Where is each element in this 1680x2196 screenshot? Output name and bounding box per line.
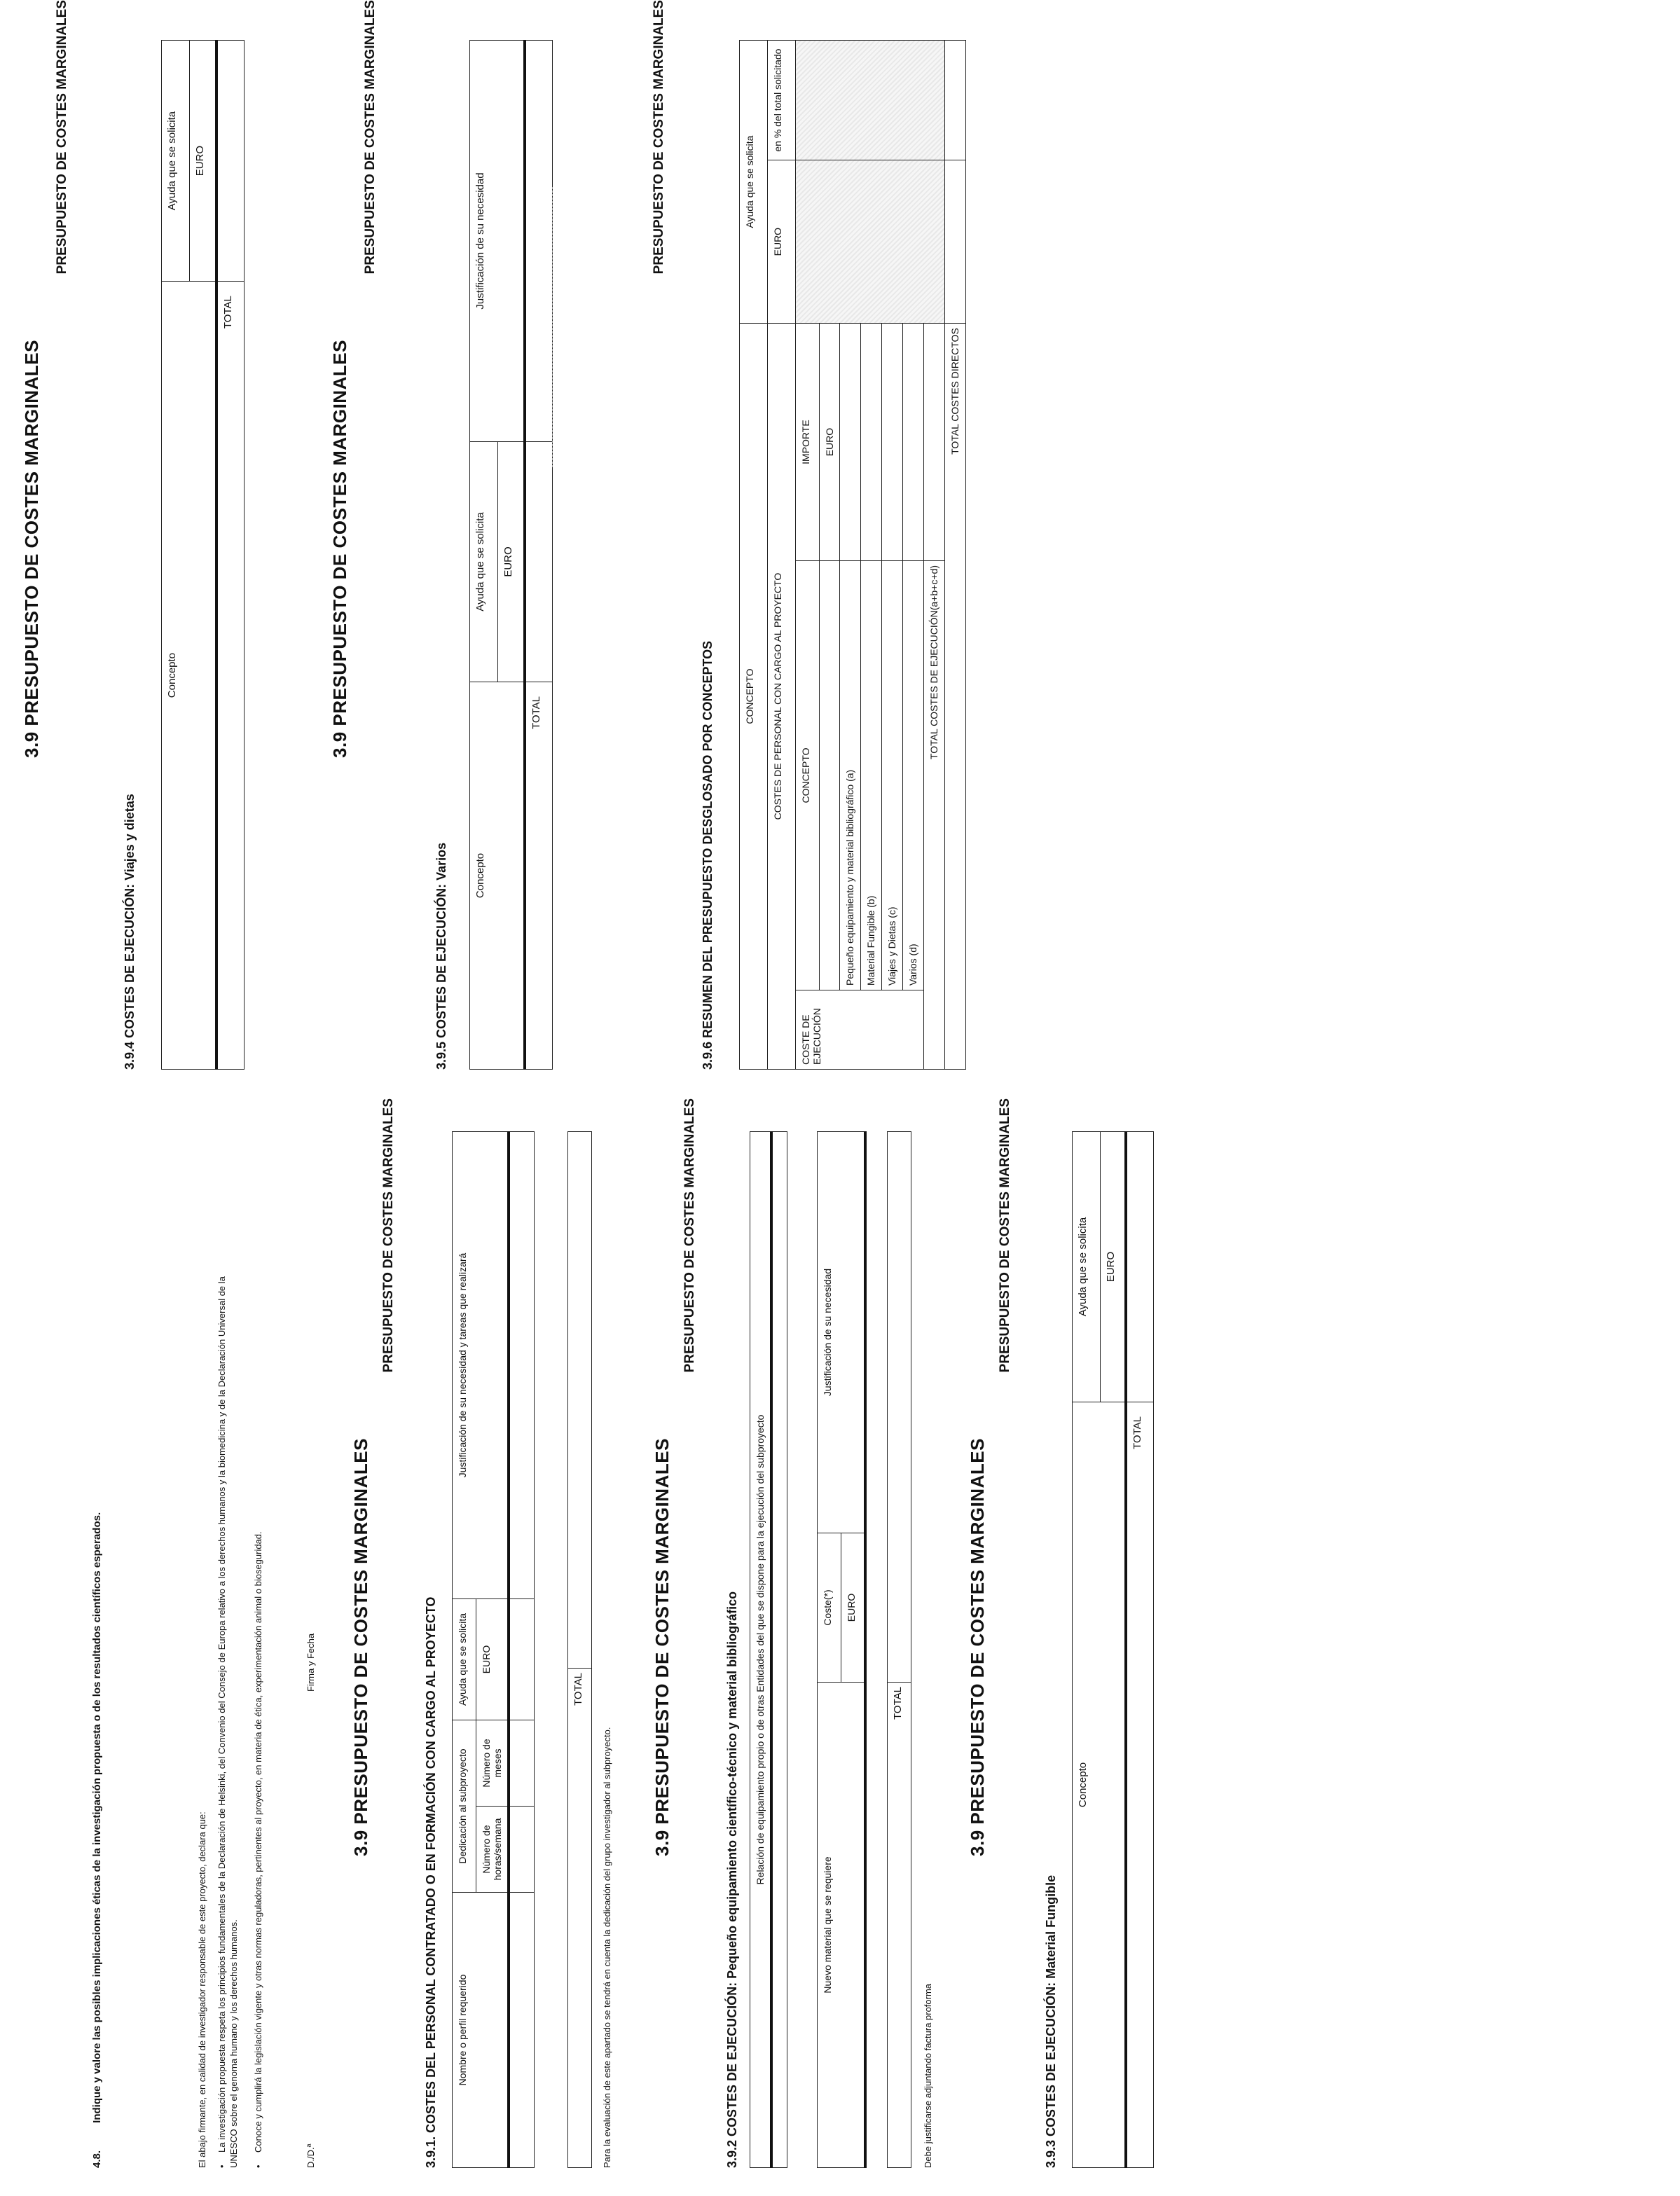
col-justificacion: Justificación de su necesidad y tareas que realizará <box>453 1132 509 1599</box>
declaration-bullet-1: •La investigación propuesta respeta los principios fundamentales de la Declaración de Helsinki, del Convenio del Consejo de Europa relativo a los derechos humanos y la biomedicina y de la Declaración Universal de la UNESCO sobre el genoma humano y los derechos humanos. <box>216 1276 239 2168</box>
page-subtitle: PRESUPUESTO DE COSTES MARGINALES <box>55 0 69 275</box>
sub-importe: IMPORTE <box>796 324 820 561</box>
col-meses: Número de meses <box>476 1720 509 1807</box>
section-heading-395: 3.9.5 COSTES DE EJECUCIÓN: Varios <box>434 842 448 1070</box>
block-subtitle: PRESUPUESTO DE COSTES MARGINALES <box>682 1098 697 1373</box>
table-varios <box>469 40 553 1070</box>
declaration-bullet-2: •Conoce y cumplirá la legislación vigente y otras normas reguladoras, pertinentes al proyecto, en materia de ética, experimentación animal o bioseguridad. <box>253 1531 263 2168</box>
table-relacion <box>750 1131 787 2168</box>
page-title: 3.9 PRESUPUESTO DE COSTES MARGINALES <box>21 340 42 758</box>
col-horas: Número de horas/semana <box>476 1807 509 1893</box>
section-heading-394: 3.9.4 COSTES DE EJECUCIÓN: Viajes y dietas <box>123 794 137 1070</box>
section-heading-391: 3.9.1. COSTES DEL PERSONAL CONTRATADO O EN FORMACIÓN CON CARGO AL PROYECTO <box>424 1596 438 2168</box>
total-label: TOTAL <box>1126 1402 1154 2168</box>
col-coste: Coste(*) <box>818 1533 841 1683</box>
col-ayuda: Ayuda que se solicita <box>740 41 768 324</box>
block-title: 3.9 PRESUPUESTO DE COSTES MARGINALES <box>652 1438 673 1856</box>
col-nombre: Nombre o perfil requerido <box>453 1893 509 2168</box>
col-euro: EURO <box>190 41 216 282</box>
col-ayuda: Ayuda que se solicita <box>162 41 190 282</box>
sub-concepto: CONCEPTO <box>796 561 820 990</box>
relacion-header: Relación de equipamiento propio o de otras Entidades del que se dispone para la ejecución del subproyecto <box>750 1132 772 2168</box>
note-personal: Para la evaluación de este apartado se tendrá en cuenta la dedicación del grupo investigador al subproyecto. <box>602 1727 612 2168</box>
col-dedicacion: Dedicación al subproyecto <box>453 1720 476 1893</box>
row-personal: COSTES DE PERSONAL CON CARGO AL PROYECTO <box>768 324 796 1070</box>
col-euro: EURO <box>498 442 525 682</box>
col-justificacion: Justificación de su necesidad <box>818 1132 865 1533</box>
signer: D./D.ª <box>305 2143 316 2168</box>
total-directos: TOTAL COSTES DIRECTOS <box>945 324 966 1070</box>
item-b: Material Fungible (b) <box>861 561 882 990</box>
total-label: TOTAL <box>216 282 245 1070</box>
col-ayuda: Ayuda que se solicita <box>453 1599 476 1720</box>
section-heading-393: 3.9.3 COSTES DE EJECUCIÓN: Material Fungible <box>1044 1874 1058 2168</box>
table-personal <box>452 1131 535 2168</box>
question-text: Indique y valore las posibles implicaciones éticas de la investigación propuesta o de los resultados científicos esperados. <box>91 1512 103 2123</box>
col-euro: EURO <box>768 160 796 324</box>
total-value <box>525 442 553 682</box>
item-c: Viajes y Dietas (c) <box>882 561 903 990</box>
block-subtitle: PRESUPUESTO DE COSTES MARGINALES <box>998 1098 1012 1373</box>
table-fungible <box>1072 1131 1154 2168</box>
question-number: 4.8. <box>91 2150 103 2168</box>
col-euro: EURO <box>476 1599 509 1720</box>
page-left-rotated <box>0 1098 1680 2196</box>
col-concepto: Concepto <box>1073 1402 1126 2168</box>
sign-date: Firma y Fecha <box>305 1633 316 1692</box>
table-resumen <box>739 40 966 1070</box>
table-equipamiento <box>817 1131 867 2168</box>
col-concepto: CONCEPTO <box>740 324 768 1070</box>
question-48 <box>91 1159 103 2168</box>
col-percent: en % del total solicitado <box>768 41 796 160</box>
block-subtitle: PRESUPUESTO DE COSTES MARGINALES <box>652 0 666 275</box>
col-ayuda: Ayuda que se solicita <box>1073 1132 1101 1402</box>
declaration-intro: El abajo firmante, en calidad de investigador responsable de este proyecto, declara que: <box>197 1811 207 2168</box>
total-label: TOTAL <box>525 682 553 1070</box>
coste-ejecucion: COSTE DE EJECUCIÓN <box>796 990 924 1070</box>
block-subtitle: PRESUPUESTO DE COSTES MARGINALES <box>363 0 378 275</box>
item-a: Pequeño equipamiento y material bibliográfico (a) <box>840 561 861 990</box>
block-title: 3.9 PRESUPUESTO DE COSTES MARGINALES <box>967 1438 988 1856</box>
item-d: Varios (d) <box>903 561 924 990</box>
total-value <box>216 41 245 282</box>
table-equipamiento-total <box>887 1131 911 2168</box>
col-euro: EURO <box>1101 1132 1126 1402</box>
sub-euro: EURO <box>820 324 840 561</box>
table-personal-total <box>567 1131 592 2168</box>
section-heading-396: 3.9.6 RESUMEN DEL PRESUPUESTO DESGLOSADO POR CONCEPTOS <box>701 640 715 1070</box>
divider <box>552 187 553 467</box>
col-justificacion: Justificación de su necesidad <box>470 41 525 442</box>
total-label: TOTAL <box>568 1669 592 2168</box>
table-viajes <box>161 40 245 1070</box>
col-concepto: Concepto <box>162 282 216 1070</box>
col-concepto: Concepto <box>470 682 525 1070</box>
note-equipamiento: Debe justificarse adjuntando factura proforma <box>923 1983 933 2168</box>
total-label: TOTAL <box>888 1683 911 2168</box>
total-ejecucion: TOTAL COSTES DE EJECUCIÓN(a+b+c+d) <box>924 561 945 1070</box>
block-subtitle: PRESUPUESTO DE COSTES MARGINALES <box>381 1098 396 1373</box>
col-ayuda: Ayuda que se solicita <box>470 442 498 682</box>
section-heading-392: 3.9.2 COSTES DE EJECUCIÓN: Pequeño equipamiento científico-técnico y material bibliográfico <box>725 1591 739 2168</box>
block-title: 3.9 PRESUPUESTO DE COSTES MARGINALES <box>350 1438 371 1856</box>
col-euro: EURO <box>841 1533 865 1683</box>
total-value <box>1126 1132 1154 1402</box>
block-title: 3.9 PRESUPUESTO DE COSTES MARGINALES <box>329 340 350 758</box>
col-nuevo: Nuevo material que se requiere <box>818 1683 865 2168</box>
